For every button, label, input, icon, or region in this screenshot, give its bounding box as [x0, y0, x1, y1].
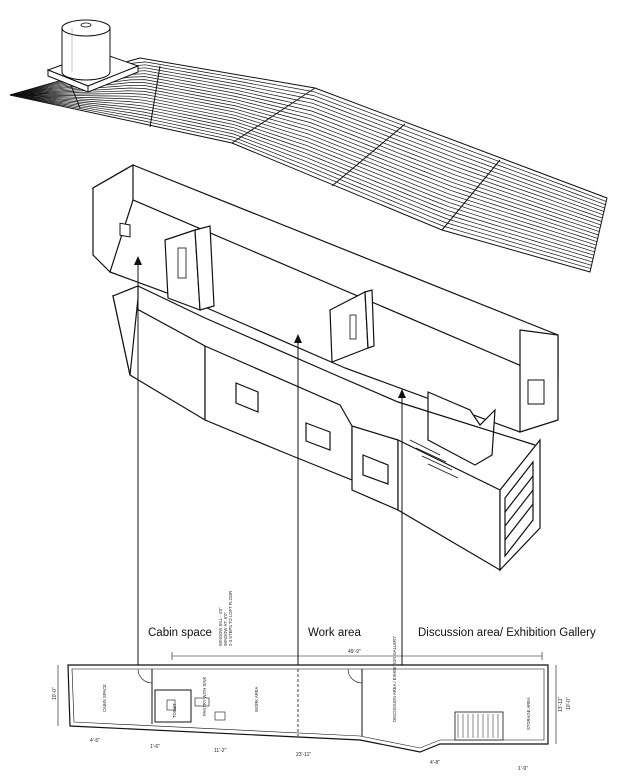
room-toilet: TOILET [172, 703, 177, 718]
dim-b2: 1'-6" [150, 744, 160, 750]
window-note-3: 2-3 STEPS TO LOFT FLOOR [228, 590, 233, 646]
window-note-1: WINDOW SILL - 4'0" [218, 607, 223, 646]
room-cabin-space: CABIN SPACE [102, 684, 107, 712]
window-notes [218, 591, 233, 646]
dim-right: 13'-11" [558, 696, 564, 712]
window-note-2: WINDOW HT. 6'0" [223, 612, 228, 646]
room-storage: STORAGE AREA [526, 697, 531, 730]
label-discussion-area: Discussion area/ Exhibition Gallery [418, 627, 596, 639]
dim-right-2: 10'-0" [566, 697, 572, 710]
room-work-area: WORK AREA [254, 686, 259, 712]
dim-b6: 1'-9" [518, 766, 528, 772]
room-pantry: PANTRY WITH SINK [202, 676, 207, 716]
dim-b3: 11'-2" [214, 748, 227, 754]
dim-top: 49'-9" [348, 649, 361, 655]
dim-b1: 4'-5" [90, 738, 100, 744]
label-work-area: Work area [308, 627, 361, 639]
dim-b5: 4'-8" [430, 760, 440, 766]
room-discussion: DISCUSSION AREA / EXHIBITION GALLERY [392, 636, 397, 722]
label-cabin-space: Cabin space [148, 627, 212, 639]
upper-left-wall [93, 165, 133, 272]
floor-plan [52, 636, 572, 772]
dim-left: 10'-0" [52, 687, 58, 700]
dim-b4: 23'-11" [296, 752, 312, 758]
